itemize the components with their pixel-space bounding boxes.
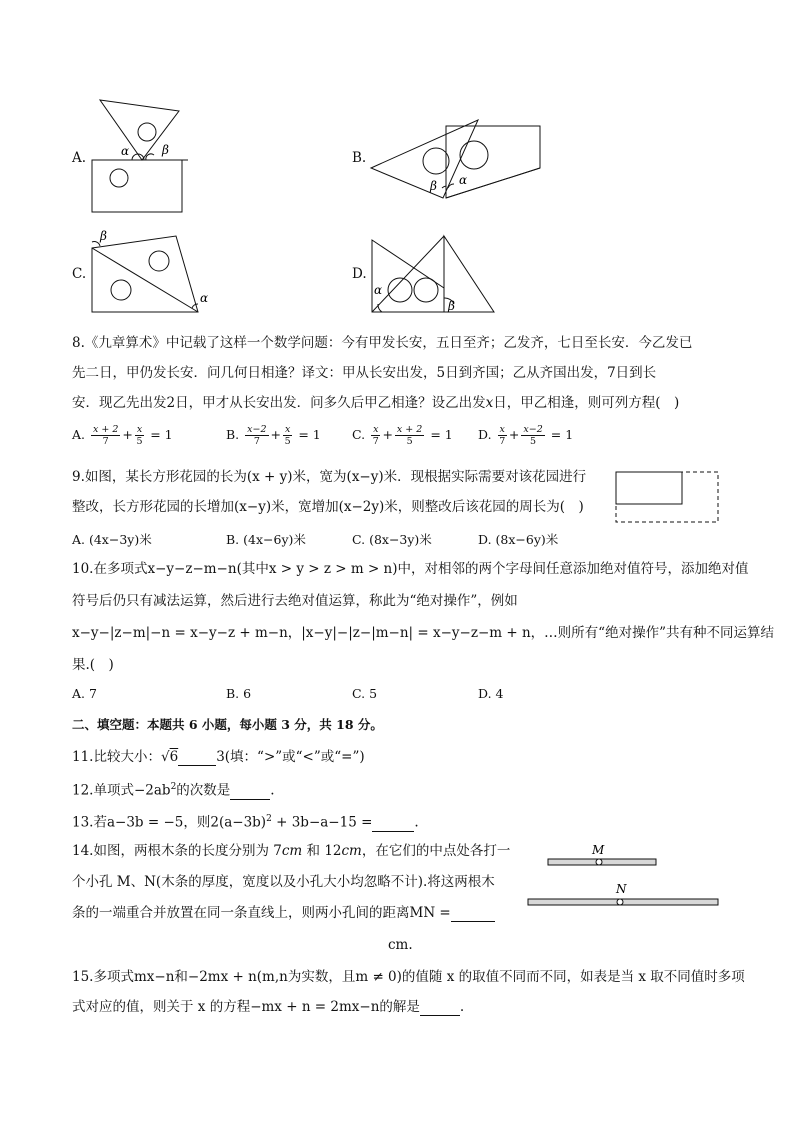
figure-7d [368, 232, 498, 316]
q10-line4: 果.( ) [72, 657, 114, 673]
figure-7b [368, 118, 548, 208]
q9-line1: 9.如图，某长方形花园的长为(x + y)米，宽为(x−y)米．现根据实际需要对该花园进行 [72, 469, 587, 485]
q10-line3: x−y−|z−m|−n = x−y−z + m−n，|x−y|−|z−|m−n| = x−y−z−m + n，…则所有“绝对操作”共有种不同运算结 [72, 625, 774, 641]
figure-7a [88, 98, 238, 218]
q13-blank[interactable] [372, 817, 414, 832]
option-c-label: C. [72, 266, 87, 282]
point-n-label: N [616, 882, 627, 896]
q8-option-d[interactable]: D. $\frac{x}{7}$ + $\frac{x-2}{5}$ = 1 [478, 424, 574, 447]
q14-line2: 个小孔 M、N(木条的厚度，宽度以及小孔大小均忽略不计).将这两根木 [72, 874, 495, 890]
q9-option-a[interactable]: A. (4x−3y)米 [72, 532, 152, 547]
q12-blank[interactable] [230, 785, 270, 800]
q14-line1: 14.如图，两根木条的长度分别为 7cm 和 12cm，在它们的中点处各打一 [72, 843, 511, 859]
q11: 11.比较大小：√6 3(填：“>”或“<”或“=”) [72, 749, 365, 765]
q14-line3: 条的一端重合并放置在同一条直线上，则两小孔间的距离MN = [72, 904, 495, 922]
q10-line1: 10.在多项式x−y−z−m−n(其中x > y > z > m > n)中，对相邻的两个字母间任意添加绝对值符号，添加绝对值 [72, 561, 749, 577]
q15-line2: 式对应的值，则关于 x 的方程−mx + n = 2mx−n的解是 . [72, 999, 465, 1015]
wood-sticks-figure [524, 840, 724, 910]
q13: 13.若a−3b = −5，则$2(a-3b)^2 + 3b-a-15$ = . [72, 814, 419, 831]
garden-figure [614, 470, 722, 526]
section-2-heading: 二、填空题：本题共 6 小题，每小题 3 分，共 18 分。 [72, 717, 383, 732]
q15-line1: 15.多项式mx−n和−2mx + n(m,n为实数，且m ≠ 0)的值随 x 的取值不同而不同，如表是当 x 取不同值时多项 [72, 969, 745, 985]
q9-option-d[interactable]: D. (8x−6y)米 [478, 532, 559, 547]
alpha-label: α [459, 173, 468, 187]
beta-label: β [100, 229, 107, 243]
alpha-label: α [200, 291, 209, 305]
option-d-label: D. [352, 266, 367, 282]
option-b-label: B. [352, 150, 367, 166]
q9-option-c[interactable]: C. (8x−3y)米 [352, 532, 432, 547]
q10-option-b[interactable]: B. 6 [226, 686, 252, 701]
q12: 12.单项式$-2ab^2$的次数是 . [72, 782, 275, 799]
q8-line3: 安．现乙先出发2日，甲才从长安出发．问多久后甲乙相逢？设乙出发x日，甲乙相逢，则可列方程( ) [72, 395, 680, 411]
q9-option-b[interactable]: B. (4x−6y)米 [226, 532, 306, 547]
q8-line2: 先二日，甲仍发长安．问几何日相逢？译文：甲从长安出发，5日到齐国；乙从齐国出发，7日到长 [72, 365, 657, 381]
point-m-label: M [592, 843, 605, 857]
alpha-label: α [121, 144, 130, 158]
q8-option-a[interactable]: A. $\frac{x + 2}{7}$ + $\frac{x}{5}$ = 1 [72, 424, 173, 447]
q10-option-a[interactable]: A. 7 [72, 686, 97, 701]
q11-blank[interactable] [178, 751, 216, 766]
q14-blank[interactable] [451, 907, 495, 922]
q8-line1: 8.《九章算术》中记载了这样一个数学问题：今有甲发长安，五日至齐；乙发齐，七日至长安．今乙发已 [72, 335, 693, 351]
figure-7c [88, 228, 218, 318]
q10-option-c[interactable]: C. 5 [352, 686, 378, 701]
q9-line2: 整改，长方形花园的长增加(x−y)米，宽增加(x−2y)米，则整改后该花园的周长为( ) [72, 499, 584, 515]
beta-label: β [448, 299, 455, 313]
alpha-label: α [374, 283, 383, 297]
q10-line2: 符号后仍只有减法运算，然后进行去绝对值运算，称此为“绝对操作”，例如 [72, 593, 518, 609]
q10-option-d[interactable]: D. 4 [478, 686, 504, 701]
q15-blank[interactable] [420, 1001, 460, 1016]
beta-label: β [430, 179, 437, 193]
beta-label: β [162, 143, 169, 157]
option-a-label: A. [72, 150, 87, 166]
q8-option-c[interactable]: C. $\frac{x}{7}$ + $\frac{x + 2}{5}$ = 1 [352, 424, 453, 447]
q14-line4: cm. [388, 937, 413, 953]
q8-option-b[interactable]: B. $\frac{x-2}{7}$ + $\frac{x}{5}$ = 1 [226, 424, 321, 447]
